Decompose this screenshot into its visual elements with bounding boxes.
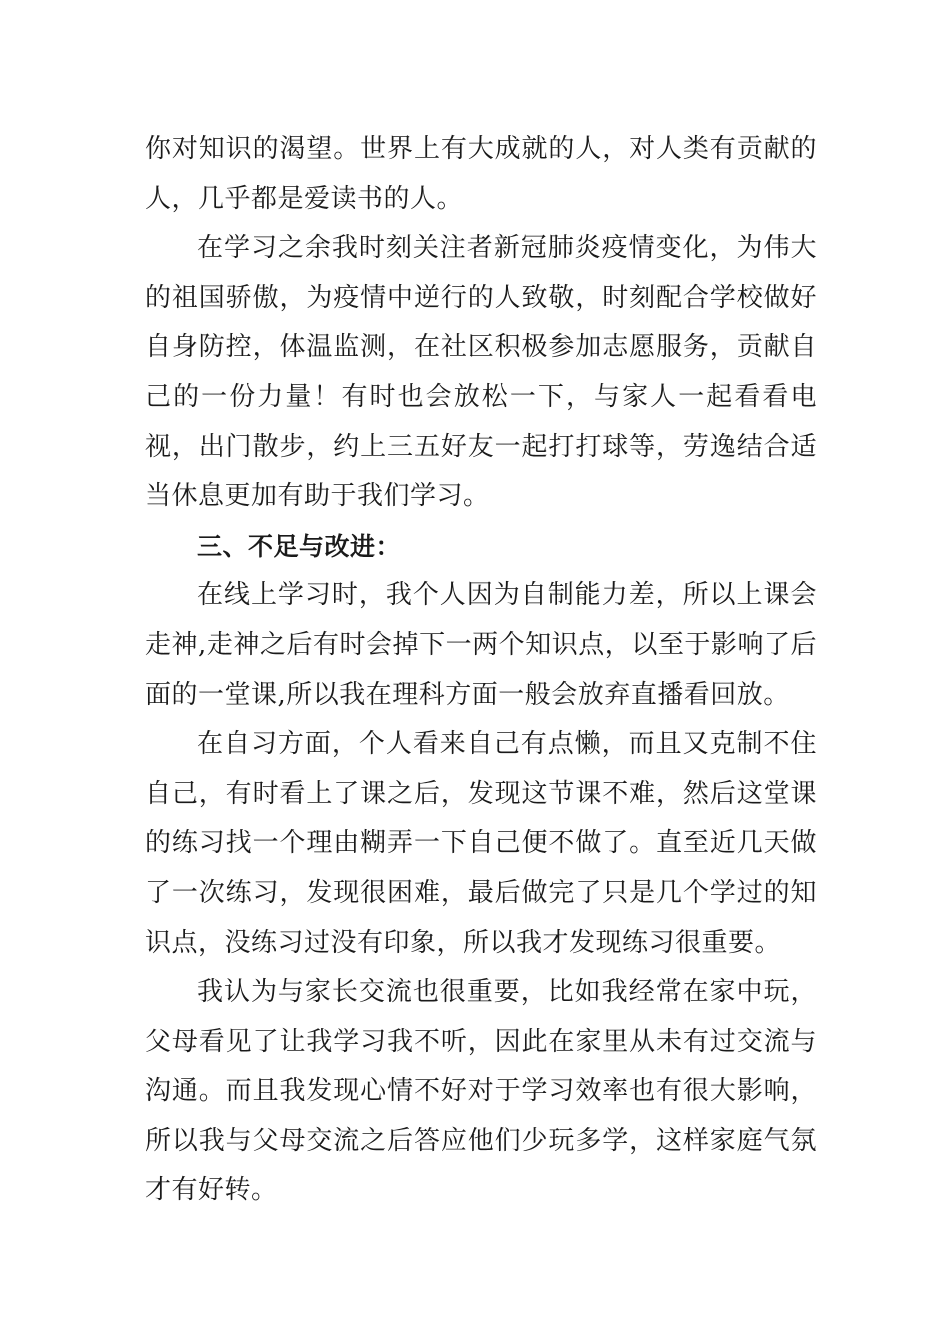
paragraph-parent-communication: 我认为与家长交流也很重要，比如我经常在家中玩，父母看见了让我学习我不听，因此在家里从未有过交流与沟通。而且我发现心情不好对于学习效率也有很大影响，所以我与父母交流之后答应他们少玩多学，这样家庭气氛才有好转。 [145,977,817,1206]
paragraph-reading-conclusion: 你对知识的渴望。世界上有大成就的人，对人类有贡献的人，几乎都是爱读书的人。 [145,134,817,214]
document-body [145,125,817,1216]
paragraph-self-study: 在自习方面，个人看来自己有点懒，而且又克制不住自己，有时看上了课之后，发现这节课不难，然后这堂课的练习找一个理由糊弄一下自己便不做了。直至近几天做了一次练习，发现很困难，最后做完了只是几个学过的知识点，没练习过没有印象，所以我才发现练习很重要。 [145,729,817,958]
section-heading-shortcomings: 三、不足与改进： [197,531,402,561]
paragraph-online-learning: 在线上学习时，我个人因为自制能力差，所以上课会走神,走神之后有时会掉下一两个知识点，以至于影响了后面的一堂课,所以我在理科方面一般会放弃直播看回放。 [145,580,817,710]
paragraph-epidemic-activities: 在学习之余我时刻关注者新冠肺炎疫情变化，为伟大的祖国骄傲，为疫情中逆行的人致敬，时刻配合学校做好自身防控，体温监测，在社区积极参加志愿服务，贡献自己的一份力量！有时也会放松一下，与家人一起看看电视，出门散步，约上三五好友一起打打球等，劳逸结合适当休息更加有助于我们学习。 [145,233,817,512]
